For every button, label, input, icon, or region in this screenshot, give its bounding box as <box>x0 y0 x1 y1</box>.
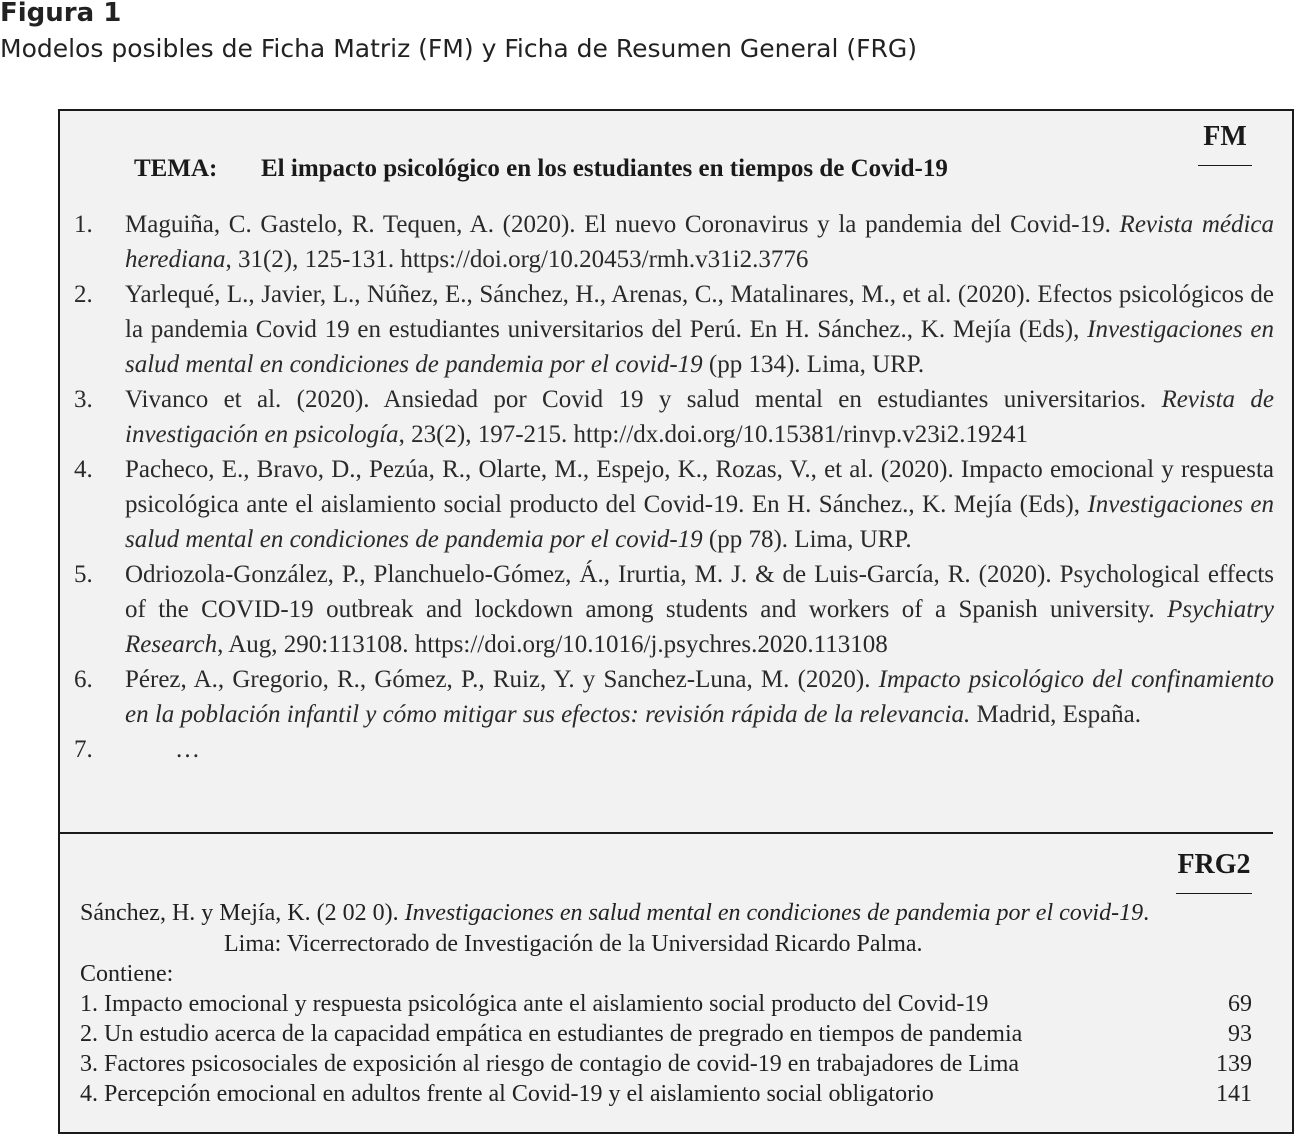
book-title: Investigaciones en salud mental en condiciones de pandemia por el covid-19 <box>404 900 1144 926</box>
reference-item <box>74 557 1274 662</box>
tema-label: TEMA: <box>134 155 218 182</box>
reference-item <box>74 662 1274 732</box>
fm-tag: FM <box>1198 121 1252 166</box>
reference-number: 6. <box>74 666 93 693</box>
contents-label: Contiene: <box>80 961 174 987</box>
book-citation: Sánchez, H. y Mejía, K. (2 02 0). Investigaciones en salud mental en condiciones de pandemia por el covid-19. Lima: Vicerrectorado de Investigación de la Universidad Ricardo Palma. <box>80 898 1290 960</box>
contents-item <box>80 1079 1252 1109</box>
contents-page: 141 <box>1216 1081 1252 1107</box>
reference-item <box>74 452 1274 557</box>
contents-page: 139 <box>1216 1051 1252 1077</box>
tema-text: El impacto psicológico en los estudiantes en tiempos de Covid-19 <box>261 155 948 182</box>
reference-item <box>74 207 1274 277</box>
reference-number: 2. <box>74 281 93 308</box>
contents-item <box>80 1019 1252 1049</box>
figure-frame <box>58 109 1294 1134</box>
reference-item <box>74 382 1274 452</box>
contents-list <box>80 989 1252 1109</box>
contents-page: 93 <box>1228 1021 1252 1047</box>
figure-label: Figura 1 <box>0 0 122 28</box>
book-authors: Sánchez, H. y Mejía, K. (2 02 0). <box>80 900 405 926</box>
book-publisher: Lima: Vicerrectorado de Investigación de la Universidad Ricardo Palma. <box>224 931 923 957</box>
reference-text: Yarlequé, L., Javier, L., Núñez, E., Sánchez, H., Arenas, C., Matalinares, M., et al. (2020). Efectos psicológicos de la pandemia Covid 19 en estudiantes universitarios del Perú. En H. Sánchez., K. Mejía (Eds), Investigaciones en salud mental en condiciones de pandemia por el covid-19 (pp 134). Lima, URP. <box>125 281 1274 378</box>
contents-title: 2. Un estudio acerca de la capacidad empática en estudiantes de pregrado en tiempos de pandemia <box>80 1021 1023 1047</box>
reference-text: Pacheco, E., Bravo, D., Pezúa, R., Olarte, M., Espejo, K., Rozas, V., et al. (2020). Impacto emocional y respuesta psicológica ante el aislamiento social producto del Covid-19. En H. Sánchez., K. Mejía (Eds), Investigaciones en salud mental en condiciones de pandemia por el covid-19 (pp 78). Lima, URP. <box>125 456 1274 553</box>
reference-text: Vivanco et al. (2020). Ansiedad por Covid 19 y salud mental en estudiantes universitarios. Revista de investigación en psicología, 23(2), 197-215. http://dx.doi.org/10.15381/rinvp.v23i2.19241 <box>125 386 1274 448</box>
figure-caption: Modelos posibles de Ficha Matriz (FM) y Ficha de Resumen General (FRG) <box>0 34 918 63</box>
reference-number: 5. <box>74 561 93 588</box>
section-divider <box>60 832 1273 834</box>
contents-item <box>80 1049 1252 1079</box>
reference-number: 1. <box>74 211 93 238</box>
ellipsis: … <box>175 736 200 763</box>
reference-item-more <box>74 732 1274 767</box>
reference-text: Odriozola-González, P., Planchuelo-Gómez, Á., Irurtia, M. J. & de Luis-García, R. (2020). Psychological effects of the COVID-19 outbreak and lockdown among students and workers of a Spanish university. Psychiatry Research, Aug, 290:113108. https://doi.org/10.1016/j.psychres.2020.113108 <box>125 561 1274 658</box>
contents-title: 4. Percepción emocional en adultos frente al Covid-19 y el aislamiento social obligatorio <box>80 1081 934 1107</box>
reference-text: Maguiña, C. Gastelo, R. Tequen, A. (2020). El nuevo Coronavirus y la pandemia del Covid-19. Revista médica herediana, 31(2), 125-131. https://doi.org/10.20453/rmh.v31i2.3776 <box>125 211 1275 273</box>
reference-text: Pérez, A., Gregorio, R., Gómez, P., Ruiz, Y. y Sanchez-Luna, M. (2020). Impacto psicológico del confinamiento en la población infantil y cómo mitigar sus efectos: revisión rápida de la relevancia. Madrid, España. <box>125 666 1274 728</box>
reference-number: 4. <box>74 456 93 483</box>
frg-tag: FRG2 <box>1176 849 1252 894</box>
reference-number: 3. <box>74 386 93 413</box>
tema-heading <box>134 155 948 183</box>
reference-item <box>74 277 1274 382</box>
reference-number: 7. <box>74 736 93 763</box>
contents-title: 3. Factores psicosociales de exposición al riesgo de contagio de covid-19 en trabajadores de Lima <box>80 1051 1020 1077</box>
contents-item <box>80 989 1252 1019</box>
contents-title: 1. Impacto emocional y respuesta psicológica ante el aislamiento social producto del Covid-19 <box>80 991 989 1017</box>
reference-list <box>74 207 1274 767</box>
contents-page: 69 <box>1228 991 1252 1017</box>
